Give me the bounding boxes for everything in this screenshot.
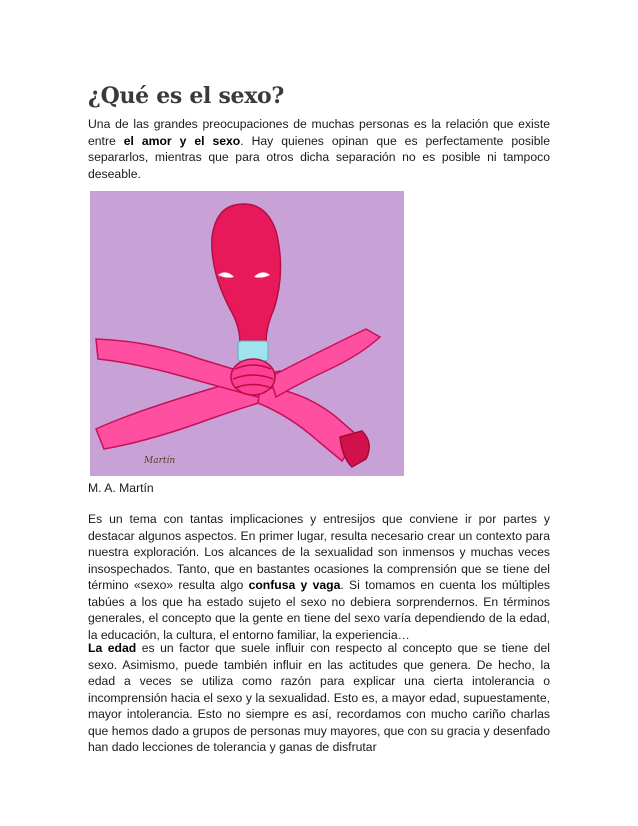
intro-text-end: . Hay quienes opinan que es perfectamente posible separarlos, mientras que para otros dicha separación no es posible ni tampoco deseable. (88, 133, 550, 181)
paragraph-2-emphasis: confusa y vaga (248, 578, 341, 592)
intro-paragraph (88, 116, 550, 182)
paragraph-3-text: es un factor que suele influir con respecto al concepto que se tiene del sexo. Asimismo, puede también influir en las actitudes que genera. De hecho, la edad a veces se utiliza como razón para explicar una cierta intolerancia o incomprensión hacia el sexo y la sexualidad. Esto es, a mayor edad, supuestamente, mayor intolerancia. Esto no siempre es así, recordamos con mucho cariño charlas que hemos dado a grupos de personas muy mayores, que con su gracia y desenfado han dado lecciones de tolerancia y ganas de disfrutar (88, 641, 551, 754)
figure-caption: M. A. Martín (88, 481, 154, 495)
intro-emphasis: el amor y el sexo (123, 133, 241, 148)
paragraph-3-emphasis: La edad (88, 641, 137, 655)
artist-signature: Martín (144, 456, 176, 466)
body-paragraph-3 (88, 640, 550, 756)
illustration-drawing (90, 191, 404, 476)
illustration (90, 191, 404, 476)
paragraph-2-start: Es un tema con tantas implicaciones y entresijos que conviene ir por partes y destacar algunos aspectos. En primer lugar, resulta necesario crear un contexto para nuestra exploración. Los alcances de la sexualidad son inmensos y muchas veces insospechados. Tanto, que en bastantes ocasiones la comprensión que se tiene del término «sexo» resulta algo (88, 512, 550, 592)
intro-text-start: Una de las grandes preocupaciones de muchas personas es la relación que existe entre (88, 117, 550, 148)
paragraph-2-end: . Si tomamos en cuenta los múltiples tabúes a los que ha estado sujeto el sexo no debiera sorprendernos. En términos generales, el concepto que la gente en tiene del sexo varía dependiendo de la edad, la educación, la cultura, el entorno familiar, la experiencia… (88, 578, 550, 642)
page-title: ¿Qué es el sexo? (88, 83, 285, 109)
neck-band (238, 341, 268, 361)
body-paragraph-2 (88, 511, 550, 643)
